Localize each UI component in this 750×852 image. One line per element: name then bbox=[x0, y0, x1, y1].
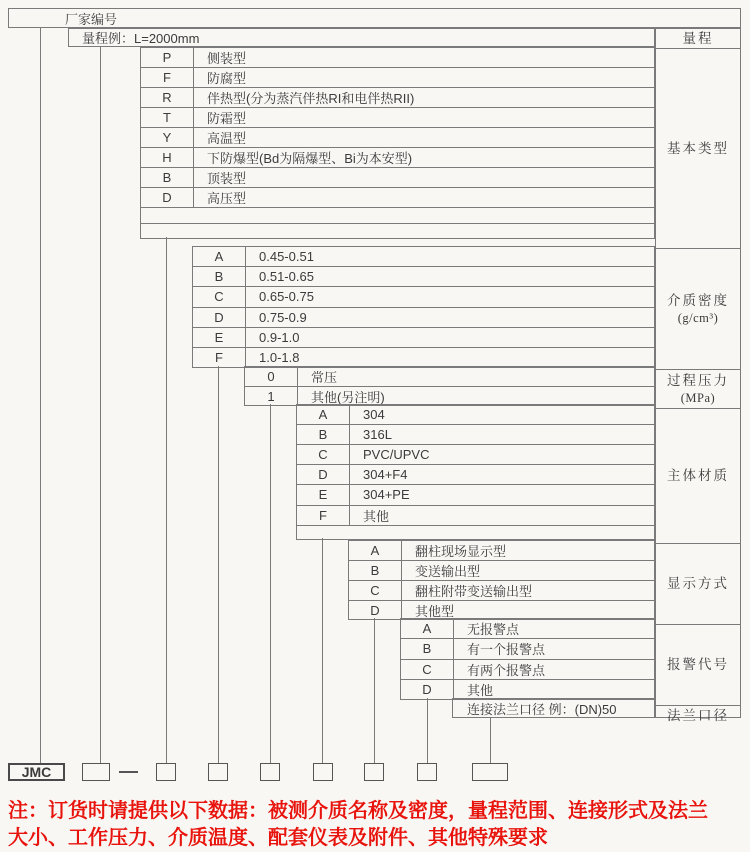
description-cell: 其他(另注明) bbox=[311, 390, 385, 405]
description-cell: 304+PE bbox=[363, 487, 410, 503]
side-label-pressure bbox=[656, 370, 740, 409]
selection-table-density bbox=[192, 246, 655, 368]
table-row-basic-type-T bbox=[141, 108, 654, 128]
code-cell: D bbox=[193, 308, 246, 327]
side-label-display bbox=[656, 544, 740, 625]
side-label-display-text: 显示方式 bbox=[667, 576, 729, 592]
side-label-density-unit: (g/cm³) bbox=[677, 310, 719, 325]
description-cell: 翻柱附带变送输出型 bbox=[415, 584, 533, 599]
code-cell: H bbox=[141, 148, 194, 167]
side-label-alarm-text: 报警代号 bbox=[667, 657, 729, 673]
table-row-basic-type-R bbox=[141, 88, 654, 108]
code-cell: D bbox=[349, 601, 402, 620]
side-label-range-text: 量程 bbox=[682, 30, 714, 46]
table-row-alarm-code-B bbox=[401, 639, 654, 659]
range-row bbox=[68, 28, 655, 47]
description-cell: 伴热型(分为蒸汽伴热RI和电伴热RII) bbox=[207, 91, 415, 107]
table-row-pressure-0 bbox=[245, 367, 654, 387]
code-cell: A bbox=[297, 405, 350, 424]
code-cell: D bbox=[297, 465, 350, 484]
connector-pressure bbox=[270, 404, 271, 763]
table-row-material-F bbox=[297, 506, 654, 526]
table-row-density-B bbox=[193, 267, 654, 287]
description-cell: 0.65-0.75 bbox=[259, 289, 314, 305]
category-label-column bbox=[655, 28, 741, 724]
selection-table-alarm-code bbox=[400, 618, 655, 700]
table-row-alarm-code-C bbox=[401, 660, 654, 680]
description-cell: 0.9-1.0 bbox=[259, 329, 300, 345]
code-cell: 0 bbox=[245, 367, 298, 386]
side-label-basic-type bbox=[656, 49, 740, 249]
code-cell: Y bbox=[141, 128, 194, 147]
selection-table-display-mode bbox=[348, 540, 655, 620]
model-box-flange bbox=[472, 763, 508, 781]
table-row-material-D bbox=[297, 465, 654, 485]
selection-table-pressure bbox=[244, 366, 655, 406]
description-cell: 下防爆型(Bd为隔爆型、Bi为本安型) bbox=[207, 151, 413, 167]
table-row-basic-type-F bbox=[141, 68, 654, 88]
description-cell: 304+F4 bbox=[363, 467, 408, 483]
side-label-material bbox=[656, 409, 740, 544]
side-label-density-text: 介质密度 bbox=[667, 293, 729, 309]
code-cell: R bbox=[141, 88, 194, 107]
table-row-alarm-code-D bbox=[401, 680, 654, 699]
model-box-basic-type bbox=[156, 763, 176, 781]
factory-code-box bbox=[8, 8, 741, 28]
code-cell: 1 bbox=[245, 387, 298, 406]
connector-alarm bbox=[427, 698, 428, 763]
empty-row bbox=[141, 208, 654, 223]
table-row-basic-type-D bbox=[141, 188, 654, 208]
description-cell: 变送输出型 bbox=[415, 564, 481, 579]
table-row-density-A bbox=[193, 247, 654, 267]
code-cell: E bbox=[193, 328, 246, 347]
side-label-density bbox=[656, 249, 740, 370]
code-cell: A bbox=[401, 619, 454, 638]
description-cell: 无报警点 bbox=[467, 622, 520, 638]
table-row-basic-type-Y bbox=[141, 128, 654, 148]
empty-row bbox=[297, 526, 654, 539]
code-cell: B bbox=[401, 639, 454, 658]
code-cell: C bbox=[297, 445, 350, 464]
description-cell: 顶装型 bbox=[207, 171, 247, 187]
model-box-alarm bbox=[417, 763, 437, 781]
connector-factory-code bbox=[40, 28, 41, 763]
connector-basic-type bbox=[166, 237, 167, 763]
table-row-density-C bbox=[193, 287, 654, 307]
description-cell: 防霜型 bbox=[207, 111, 247, 127]
description-cell: 翻柱现场显示型 bbox=[415, 544, 507, 559]
model-code-dash bbox=[119, 771, 138, 773]
connector-display bbox=[374, 618, 375, 763]
code-cell: C bbox=[193, 287, 246, 306]
description-cell: 0.45-0.51 bbox=[259, 249, 314, 265]
side-label-flange bbox=[656, 706, 740, 726]
code-cell: F bbox=[141, 68, 194, 87]
side-label-basic-type-text: 基本类型 bbox=[667, 140, 729, 156]
table-row-density-D bbox=[193, 308, 654, 328]
model-box-display bbox=[364, 763, 384, 781]
table-row-basic-type-B bbox=[141, 168, 654, 188]
table-row-material-E bbox=[297, 485, 654, 505]
table-row-density-F bbox=[193, 348, 654, 367]
code-cell: B bbox=[141, 168, 194, 187]
description-cell: 常压 bbox=[311, 370, 338, 385]
model-box-pressure bbox=[260, 763, 280, 781]
code-cell: B bbox=[349, 561, 402, 580]
side-label-range bbox=[656, 29, 740, 49]
description-cell: 304 bbox=[363, 407, 385, 423]
code-cell: C bbox=[401, 660, 454, 679]
side-label-pressure-unit: (MPa) bbox=[680, 390, 716, 405]
table-row-material-C bbox=[297, 445, 654, 465]
code-cell: T bbox=[141, 108, 194, 127]
description-cell: 高温型 bbox=[207, 131, 247, 147]
description-cell: 高压型 bbox=[207, 191, 247, 207]
code-cell: F bbox=[297, 506, 350, 525]
model-box-range bbox=[82, 763, 110, 781]
model-box-prefix bbox=[8, 763, 65, 781]
connector-density bbox=[218, 366, 219, 763]
table-row-alarm-code-A bbox=[401, 619, 654, 639]
side-label-pressure-text: 过程压力 bbox=[667, 373, 729, 389]
model-prefix-text: JMC bbox=[21, 764, 52, 780]
code-cell: F bbox=[193, 348, 246, 367]
selection-table-basic-type bbox=[140, 47, 655, 239]
connector-range bbox=[100, 47, 101, 763]
code-cell: A bbox=[349, 541, 402, 560]
description-cell: 有两个报警点 bbox=[467, 662, 546, 678]
table-row-display-mode-C bbox=[349, 581, 654, 601]
code-cell: E bbox=[297, 485, 350, 504]
table-row-density-E bbox=[193, 328, 654, 348]
order-note-line1: 注：订货时请提供以下数据：被测介质名称及密度，量程范围、连接形式及法兰 bbox=[8, 800, 708, 822]
model-box-density bbox=[208, 763, 228, 781]
table-row-basic-type-P bbox=[141, 48, 654, 68]
code-cell: B bbox=[193, 267, 246, 286]
table-row-display-mode-B bbox=[349, 561, 654, 581]
description-cell: PVC/UPVC bbox=[363, 447, 430, 463]
description-cell: 316L bbox=[363, 427, 392, 443]
description-cell: 有一个报警点 bbox=[467, 642, 546, 658]
flange-diameter-text: 连接法兰口径 例：(DN)50 bbox=[467, 701, 617, 717]
table-row-display-mode-A bbox=[349, 541, 654, 561]
description-cell: 其他 bbox=[363, 508, 390, 524]
connector-material bbox=[322, 538, 323, 763]
connector-flange bbox=[490, 718, 491, 763]
empty-row bbox=[141, 224, 654, 238]
code-cell: D bbox=[141, 188, 194, 207]
selection-table-material bbox=[296, 404, 655, 540]
range-example-text: 量程例：L=2000mm bbox=[82, 31, 200, 46]
description-cell: 1.0-1.8 bbox=[259, 349, 300, 365]
description-cell: 0.51-0.65 bbox=[259, 269, 314, 285]
code-cell: D bbox=[401, 680, 454, 699]
side-label-alarm bbox=[656, 625, 740, 706]
order-note-line2: 大小、工作压力、介质温度、配套仪表及附件、其他特殊要求 bbox=[8, 827, 548, 849]
code-cell: C bbox=[349, 581, 402, 600]
description-cell: 其他 bbox=[467, 682, 494, 698]
code-cell: A bbox=[193, 247, 246, 266]
description-cell: 其他型 bbox=[415, 604, 455, 619]
description-cell: 防腐型 bbox=[207, 71, 247, 87]
model-box-material bbox=[313, 763, 333, 781]
description-cell: 0.75-0.9 bbox=[259, 309, 307, 325]
table-row-material-B bbox=[297, 425, 654, 445]
flange-row bbox=[452, 698, 655, 718]
side-label-flange-text: 法兰口径 bbox=[667, 708, 729, 724]
code-cell: P bbox=[141, 48, 194, 67]
code-cell: B bbox=[297, 425, 350, 444]
table-row-material-A bbox=[297, 405, 654, 425]
side-label-material-text: 主体材质 bbox=[667, 468, 729, 484]
table-row-basic-type-H bbox=[141, 148, 654, 168]
description-cell: 侧装型 bbox=[207, 51, 247, 67]
factory-code-label: 厂家编号 bbox=[65, 11, 118, 27]
